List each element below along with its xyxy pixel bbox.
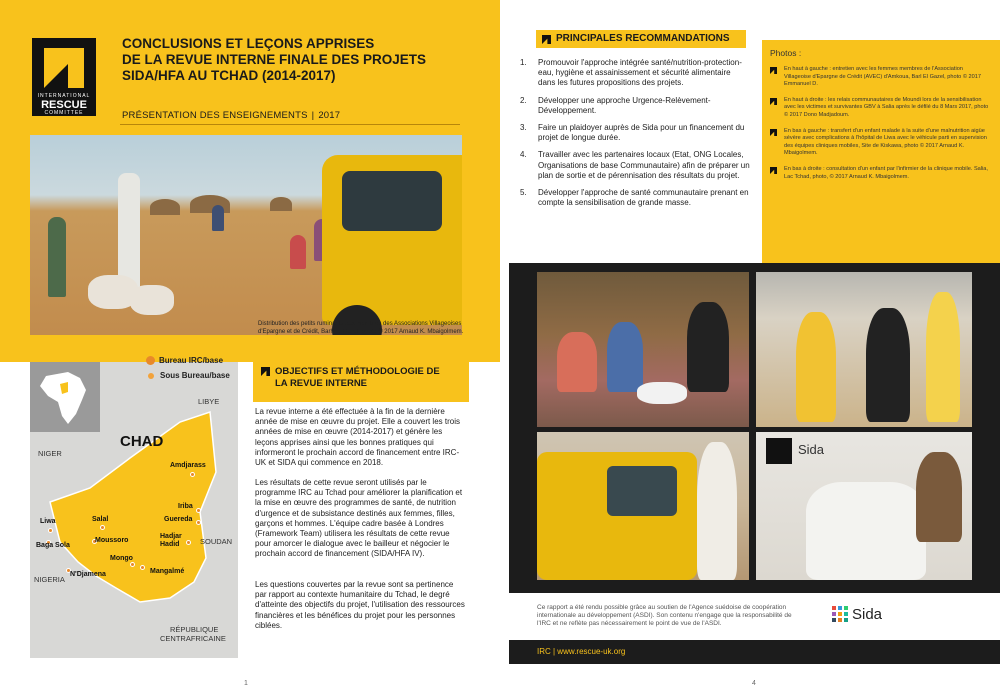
photo-hut [150, 199, 180, 215]
recommendation-text: Promouvoir l'approche intégrée santé/nutrition-protection-eau, hygiène et assainissement et sécurité alimentaire dans les futures propositions des projets. [538, 58, 742, 88]
photo-note-text: En haut à droite : les relais communautaires de Moundi lors de la sensibilisation avec les victimes et survivantes GBV à Salia après le défilé du 8 Mars 2017, photo © 2017 Dono Madjadoum. [784, 96, 989, 118]
irc-arrow-icon [261, 367, 270, 376]
photo-note-text: En haut à gauche : entretien avec les femmes membres de l'Association Villageoise d'Epargne de Crédit (AVEC) d'Amkoua, Barl El Gazel, photo © 2017 Emmanuel D. [784, 66, 981, 88]
city-mangalme: Mangalmé [150, 568, 185, 575]
sida-banner-text: Sida [798, 442, 825, 457]
photo-note-text: En bas à droite : consultation d'un enfant par l'infirmier de la clinique mobile. Salia, Lac Tchad, photo, © 2017 Arnaud K. Mbaigolmem. [784, 165, 988, 180]
objectives-heading-line-2: LA REVUE INTERNE [275, 378, 368, 389]
main-photo [30, 135, 462, 335]
recommendation-item: 5. Développer l'approche de santé communautaire prenant en compte la sensibilisation de grande masse. [520, 188, 749, 208]
map-label-rca-1: RÉPUBLIQUE [170, 625, 219, 634]
main-photo-caption: Distribution des petits ruminants aux membres des Associations Villageoises d'Epargne et de Crédit, Barh El Gazel, photo © 2017 Arnaud K. Mbaigolmem. [258, 321, 464, 335]
africa-inset-map [30, 362, 100, 432]
irc-arrow-icon [42, 46, 86, 90]
map-label-libye: LIBYE [198, 397, 220, 406]
photo-hut [270, 197, 292, 211]
photo-bottom-left [537, 432, 749, 580]
sida-logo-text: Sida [852, 606, 883, 623]
photo-bottom-right [756, 432, 972, 580]
funding-note: Ce rapport a été rendu possible grâce au soutien de l'Agence suédoise de coopération internationale au développement (ASDI). Son contenu n'engage que la responsabilité de l'IRC et ne reflète pas nécessairement le point de vue de l'ASDI. [537, 604, 792, 627]
sida-logo-icon [830, 604, 854, 628]
map-country-label: CHAD [120, 433, 164, 450]
subtitle-rule [120, 124, 460, 125]
city-amdjarass: Amdjarass [170, 462, 206, 469]
irc-arrow-icon [770, 129, 777, 136]
logo-rescue: RESCUE [41, 99, 87, 111]
logo-line1: INTERNATIONAL [37, 93, 91, 99]
legend-dot-sous-bureau [148, 373, 154, 379]
recommendation-text: Travailler avec les partenaires locaux (Etat, ONG Locales, Organisations de base Communautaire) afin de préparer un plan de sortie et de pérennisation des résultats du projet. [538, 150, 750, 180]
page-subtitle [122, 110, 340, 121]
map-label-soudan: SOUDAN [200, 537, 233, 546]
irc-arrow-icon [770, 67, 777, 74]
photo-note [770, 97, 990, 120]
subtitle-text: PRÉSENTATION DES ENSEIGNEMENTS [122, 110, 308, 121]
city-mongo: Mongo [110, 555, 133, 562]
objectives-section-heading [253, 362, 469, 402]
recommendation-text: Faire un plaidoyer auprès de Sida pour un financement du projet de longue durée. [538, 123, 745, 143]
photo-goat [130, 285, 174, 315]
city-marker [130, 562, 135, 567]
recommendations-heading-text: PRINCIPALES RECOMMANDATIONS [556, 33, 730, 44]
city-hadid: Hadid [160, 541, 180, 548]
legend-dot-bureau [146, 356, 155, 365]
title-line-1: CONCLUSIONS ET LEÇONS APPRISES [122, 36, 375, 51]
city-marker [190, 472, 195, 477]
city-marker [48, 528, 53, 533]
recommendation-item: 3. Faire un plaidoyer auprès de Sida pour un financement du projet de longue durée. [520, 123, 745, 143]
legend-bureau [146, 356, 230, 365]
subtitle-separator: | [311, 110, 315, 121]
irc-arrow-icon [770, 98, 777, 105]
page-number-left: 1 [244, 680, 248, 687]
subtitle-year: 2017 [318, 110, 341, 121]
photo-person [212, 205, 224, 231]
legend-sous-bureau-label: Sous Bureau/base [160, 371, 230, 380]
city-marker [100, 525, 105, 530]
city-marker [196, 520, 201, 525]
objectives-paragraph-1: La revue interne a été effectuée à la fin de la dernière année de mise en œuvre du projet. Elle a couvert les trois années de mise en œuvre (2014-2017) et génère les leçons apprises ainsi que les bonnes pratiques qui informeront le prochain accord de financement entre IRC-UK et SIDA qui commence en 2018. [255, 407, 460, 468]
legend-bureau-label: Bureau IRC/base [159, 356, 224, 365]
photo-top-right [756, 272, 972, 427]
recommendation-text: Développer l'approche de santé communautaire prenant en compte la sensibilisation de grande masse. [538, 188, 749, 208]
photo-vehicle-window [342, 171, 442, 231]
footer-text: IRC | www.rescue-uk.org [537, 647, 626, 656]
map-legend [146, 356, 230, 386]
photo-credits-box [762, 40, 1000, 263]
city-marker [196, 508, 201, 513]
map-label-rca-2: CENTRAFRICAINE [160, 634, 226, 643]
photo-top-left [537, 272, 749, 427]
photo-note [770, 66, 990, 89]
photo-person [290, 235, 306, 269]
recommendations-list [520, 58, 750, 215]
irc-logo-small [766, 438, 792, 464]
irc-arrow-icon [542, 35, 551, 44]
logo-line3: COMMITTEE [44, 110, 84, 116]
city-salal: Salal [92, 516, 109, 523]
map-label-niger: NIGER [38, 449, 62, 458]
objectives-heading-line-1: OBJECTIFS ET MÉTHODOLOGIE DE [275, 366, 440, 377]
title-line-3: SIDA/HFA AU TCHAD (2014-2017) [122, 68, 336, 83]
city-marker [140, 565, 145, 570]
photo-credits-title: Photos : [770, 48, 802, 58]
title-line-2: DE LA REVUE INTERNE FINALE DES PROJETS [122, 52, 427, 67]
city-moussoro: Moussoro [95, 537, 129, 544]
recommendation-item: 2. Développer une approche Urgence-Relèvement-Développement. [520, 95, 711, 115]
recommendation-item: 4. Travailler avec les partenaires locaux (Etat, ONG Locales, Organisations de base Communautaire) afin de préparer un plan de sortie et de pérennisation des résultats du projet. [520, 150, 750, 180]
city-marker [186, 540, 191, 545]
city-iriba: Iriba [178, 503, 193, 510]
photo-person [48, 217, 66, 297]
africa-inset [30, 362, 100, 432]
recommendation-text: Développer une approche Urgence-Relèvement-Développement. [538, 95, 711, 115]
city-ndjamena: N'Djamena [70, 571, 106, 578]
photo-hut [190, 195, 230, 213]
recommendation-item: 1. Promouvoir l'approche intégrée santé/nutrition-protection-eau, hygiène et assainissement et sécurité alimentaire dans les futures propositions des projets. [520, 58, 742, 88]
irc-logo [32, 38, 96, 116]
recommendations-heading [536, 30, 746, 48]
city-liwa: Liwa [40, 518, 56, 525]
page-number-right: 4 [752, 680, 756, 687]
city-hadjar: Hadjar [160, 533, 182, 540]
photo-note [770, 128, 990, 158]
city-baga-sola: Baga Sola [36, 542, 70, 549]
map-label-nigeria: NIGERIA [34, 575, 65, 584]
objectives-paragraph-2: Les résultats de cette revue seront utilisés par le programme IRC au Tchad pour améliorer la planification et la mise en œuvre des programmes de santé, de nutrition d'urgence et de subsistance destinés aux femmes, filles, garçons et hommes. L'équipe cadre basée à Londres (Framework Team) utilisera les résultats de cette revue pour amorcer le dialogue avec le bailleur et négocier le prochain accord de financement (SIDA/HFA IV). [255, 478, 463, 559]
legend-sous-bureau [146, 371, 230, 380]
objectives-paragraph-3: Les questions couvertes par la revue sont sa pertinence par rapport au contexte humanitaire du Tchad, le degré d'atteinte des objectifs du projet, l'utilisation des ressources financières et les bénéfices du projet pour les personnes ciblées. [255, 580, 465, 630]
photo-note [770, 166, 990, 181]
irc-arrow-icon [770, 167, 777, 174]
page-title [122, 36, 462, 84]
city-guereda: Guereda [164, 516, 193, 523]
photo-note-text: En bas à gauche : transfert d'un enfant malade à la suite d'une malnutrition aigüe sévère avec complications à l'hôpital de Liwa avec le véhicule parti en supervision des équipes cliniques mobiles, Site de Kiskawa, photo © 2017 Arnaud K. Mbaigolmem. [784, 127, 987, 157]
